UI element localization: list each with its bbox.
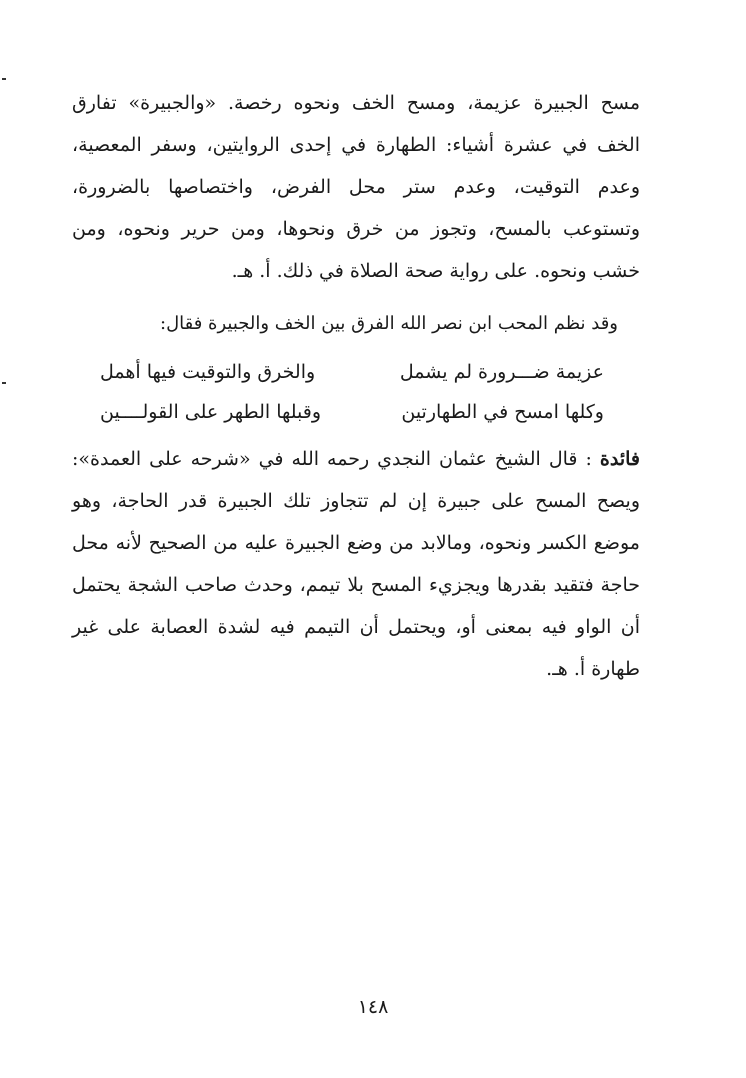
paragraph-2-text: : قال الشيخ عثمان النجدي رحمه الله في «شرحه على العمدة»: ويصح المسح على جبيرة إن لم تتجاوز تلك الجبيرة قدر الحاجة، وهو موضع الكسر ونحوه، ومالابد من وضع الجبيرة عليه من الصحيح لأنه محل حاجة فتقيد بقدرها ويجزيء المسح بلا تيمم، وحدث صاحب الشجة يحتمل أن الواو فيه بمعنى أو، ويحتمل أن التيمم فيه لشدة العصابة على غير طهارة أ. هـ. xyxy=(72,448,640,680)
poem-intro: وقد نظم المحب ابن نصر الله الفرق بين الخف والجبيرة فقال: xyxy=(160,313,618,334)
margin-mark xyxy=(2,382,6,384)
poem-hemistich-first: عزيمة ضـــرورة لم يشمل xyxy=(399,361,604,383)
note-label: فائدة xyxy=(599,448,640,470)
page-number: ١٤٨ xyxy=(357,996,389,1018)
poem-hemistich-first: وكلها امسح في الطهارتين xyxy=(401,401,604,423)
poem-verse xyxy=(100,392,604,432)
paragraph-1 xyxy=(72,82,640,292)
poem-hemistich-second: وقبلها الطهر على القولــــين xyxy=(100,401,322,423)
poem-verse xyxy=(100,352,604,392)
poem-hemistich-second: والخرق والتوقيت فيها أهمل xyxy=(100,361,316,383)
margin-mark xyxy=(2,78,6,80)
paragraph-1-text: مسح الجبيرة عزيمة، ومسح الخف ونحوه رخصة. «والجبيرة» تفارق الخف في عشرة أشياء: الطهارة في إحدى الروايتين، وسفر المعصية، وعدم التوقيت، وعدم ستر محل الفرض، واختصاصها بالضرورة، وتستوعب بالمسح، وتجوز من خرق ونحوها، ومن حرير ونحوه، ومن خشب ونحوه. على رواية صحة الصلاة في ذلك. أ. هـ. xyxy=(72,92,640,282)
paragraph-2 xyxy=(72,438,640,690)
